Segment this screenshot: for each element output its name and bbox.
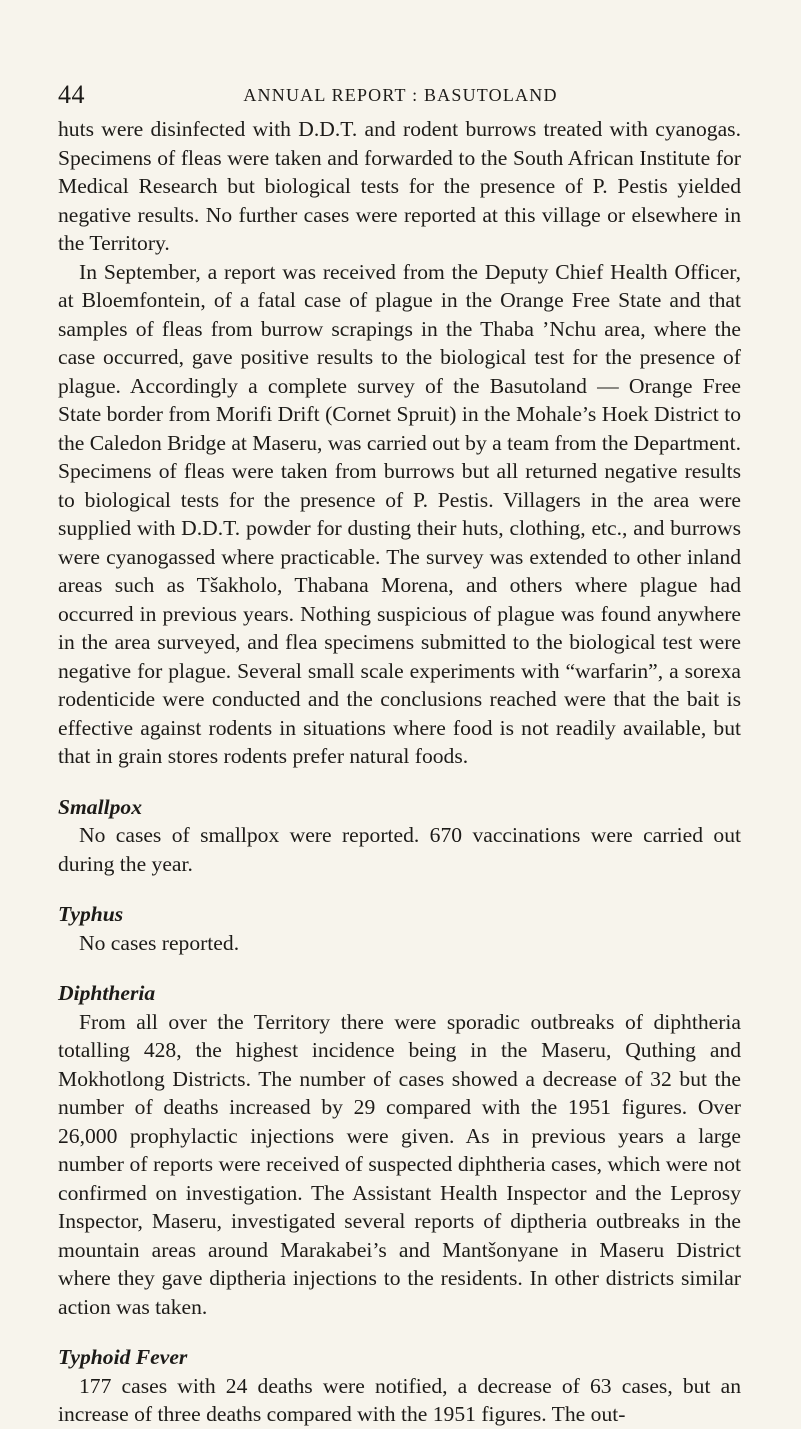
paragraph-plague-continued: huts were disinfected with D.D.T. and rodent burrows treated with cyanogas. Specimens of fleas were taken and forwarded to the South African Institute for Medical Research but biological tests for the presence of P. Pestis yielded negative results. No further cases were reported at this village or elsewhere in the Territory. xyxy=(58,117,741,255)
paragraph-typhoid-fever: 177 cases with 24 deaths were notified, a decrease of 63 cases, but an increase of three deaths compared with the 1951 figures. The out- xyxy=(58,1373,741,1426)
paragraph-typhus: No cases reported. xyxy=(79,930,240,955)
section-heading-smallpox: Smallpox xyxy=(58,794,142,819)
body-text xyxy=(58,115,741,1429)
section-heading-diphtheria: Diphtheria xyxy=(58,981,156,1005)
paragraph-plague-survey: In September, a report was received from the Deputy Chief Health Officer, at Bloemfontein, of a fatal case of plague in the Orange Free State and that samples of fleas from burrow scrapings in the Thaba ’Nchu area, where the case occurred, gave positive results to the biological test for the presence of plague. Accordingly a complete survey of the Basutoland — Orange Free State border from Morifi Drift (Cornet Spruit) in the Mohale’s Hoek District to the Caledon Bridge at Maseru, was carried out by a team from the Department. Specimens of fleas were taken from burrows but all returned negative results to biological tests for the presence of P. Pestis. Villagers in the area were supplied with D.D.T. powder for dusting their huts, clothing, etc., and burrows were cyanogassed where practicable. The survey was extended to other inland areas such as Tšakholo, Thabana Morena, and others where plague had occurred in previous years. Nothing suspicious of plague was found anywhere in the area surveyed, and flea specimens submitted to the biological test were negative for plague. Several small scale experiments with “warfarin”, a sorexa rodenticide were conducted and the conclusions reached were that the bait is effective against rodents in situations where food is not readily available, but that in grain stores rodents prefer natural foods. xyxy=(58,259,741,768)
section-heading-typhus: Typhus xyxy=(58,902,124,926)
page-header xyxy=(58,80,743,110)
section-heading-typhoid-fever: Typhoid Fever xyxy=(58,1345,188,1369)
paragraph-smallpox: No cases of smallpox were reported. 670 vaccinations were carried out during the year. xyxy=(58,823,741,876)
running-head: ANNUAL REPORT : BASUTOLAND xyxy=(243,85,558,105)
page-number: 44 xyxy=(58,80,85,109)
paragraph-diphtheria: From all over the Territory there were sporadic outbreaks of diphtheria totalling 428, the highest incidence being in the Maseru, Quthing and Mokhotlong Districts. The number of cases showed a decrease of 32 but the number of deaths increased by 29 compared with the 1951 figures. Over 26,000 prophylactic injections were given. As in previous years a large number of reports were received of suspected diphtheria cases, which were not confirmed on investigation. The Assistant Health Inspector and the Leprosy Inspector, Maseru, investigated several reports of diptheria outbreaks in the mountain areas around Marakabei’s and Mantšonyane in Maseru District where they gave diptheria injections to the residents. In other districts similar action was taken. xyxy=(58,1009,741,1319)
